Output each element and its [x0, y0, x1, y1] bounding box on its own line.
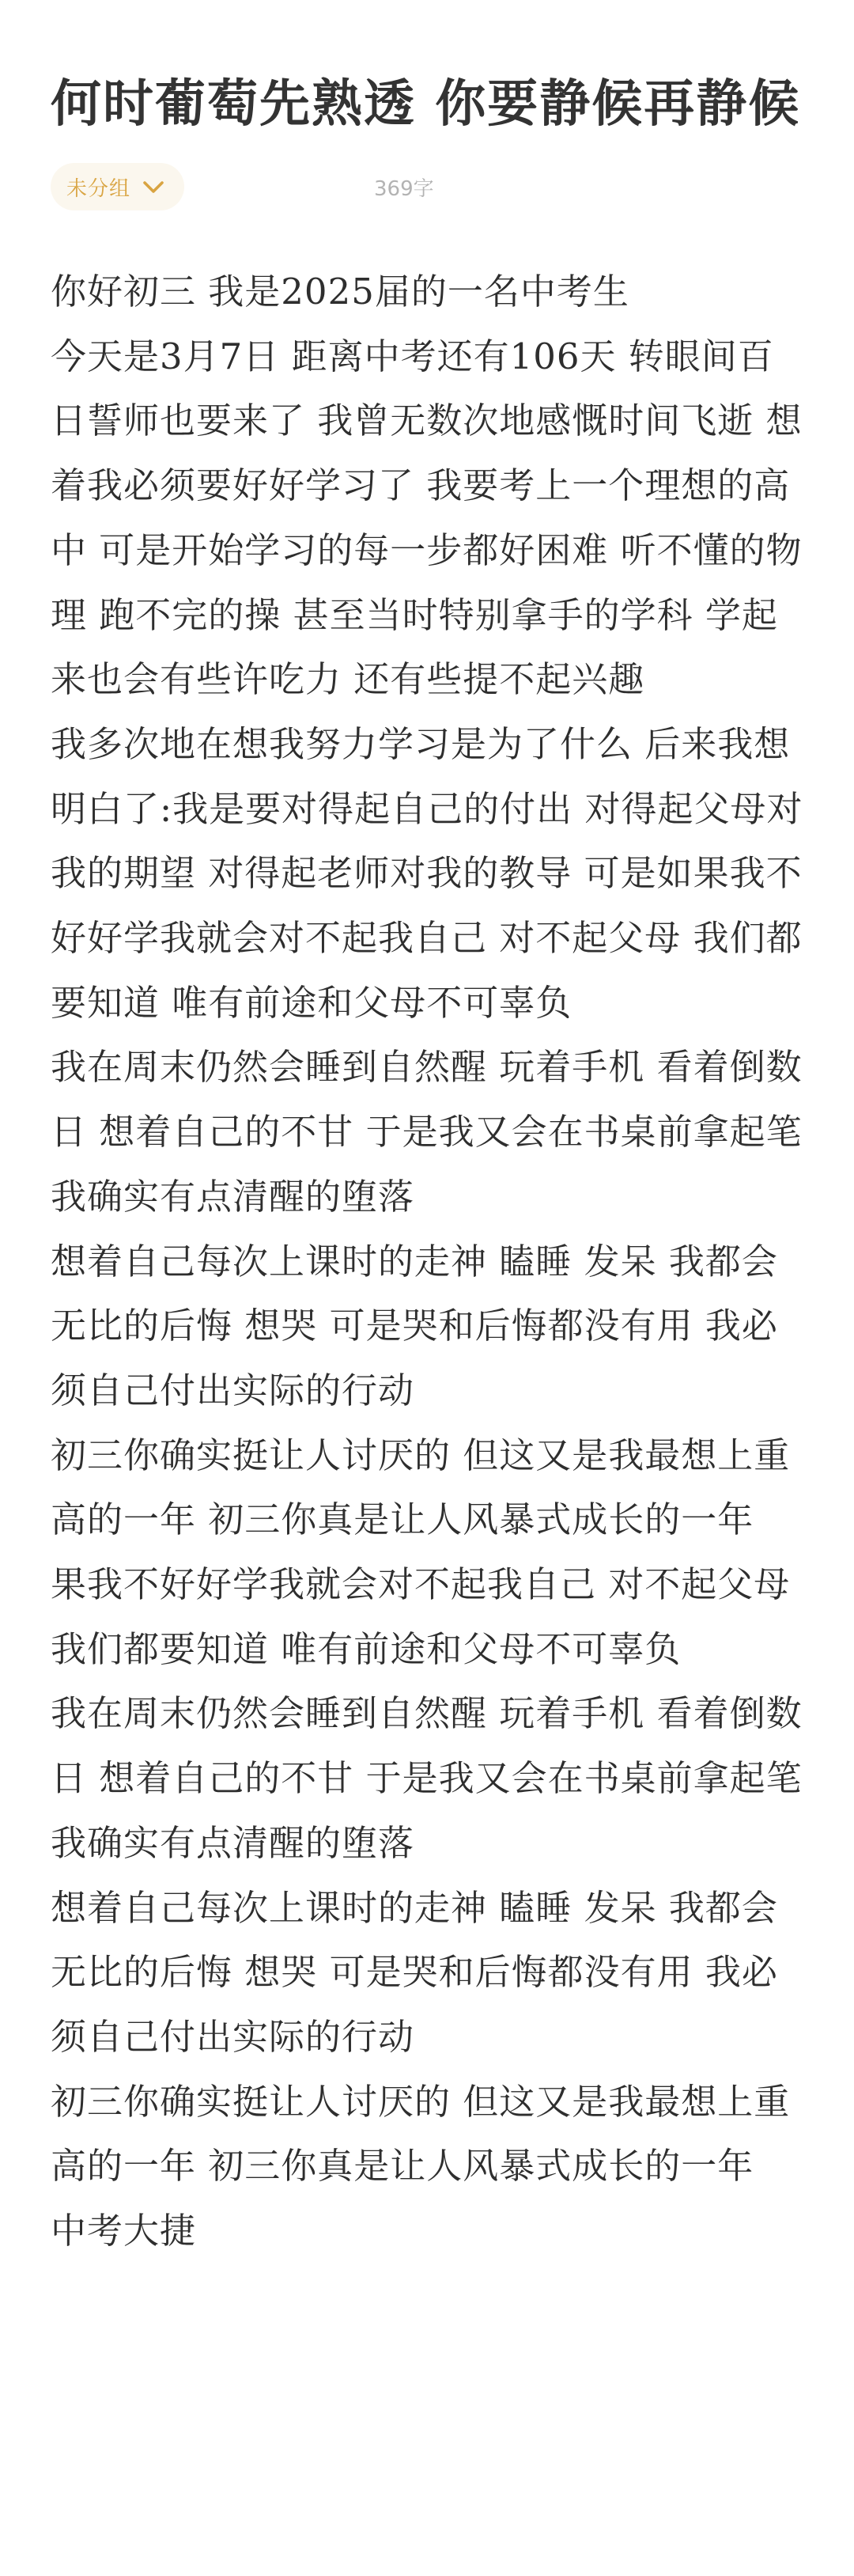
body-paragraph: 我在周末仍然会睡到自然醒 玩着手机 看着倒数日 想着自己的不甘 于是我又会在书桌前拿起笔 我确实有点清醒的堕落: [51, 1046, 803, 1218]
body-paragraph: 初三你确实挺让人讨厌的 但这又是我最想上重高的一年 初三你真是让人风暴式成长的一年: [51, 1434, 791, 1541]
body-paragraph: 初三你确实挺让人讨厌的 但这又是我最想上重高的一年 初三你真是让人风暴式成长的一年: [51, 2080, 791, 2188]
body-paragraph: 果我不好好学我就会对不起我自己 对不起父母 我们都要知道 唯有前途和父母不可辜负: [51, 1563, 791, 1670]
group-selector-button[interactable]: [51, 163, 184, 210]
word-count: 369字: [374, 176, 434, 201]
body-paragraph: 想着自己每次上课时的走神 瞌睡 发呆 我都会无比的后悔 想哭 可是哭和后悔都没有用 我必须自己付出实际的行动: [51, 1886, 778, 2058]
group-label: 未分组: [66, 176, 131, 201]
body-paragraph: 我多次地在想我努力学习是为了什么 后来我想明白了:我是要对得起自己的付出 对得起父母对我的期望 对得起老师对我的教导 可是如果我不好好学我就会对不起我自己 对不起父母 我们都要知道 唯有前途和父母不可辜负: [51, 722, 803, 1024]
body-paragraph: 想着自己每次上课时的走神 瞌睡 发呆 我都会无比的后悔 想哭 可是哭和后悔都没有用 我必须自己付出实际的行动: [51, 1240, 778, 1411]
note-meta-row: [51, 163, 803, 210]
body-paragraph: 我在周末仍然会睡到自然醒 玩着手机 看着倒数日 想着自己的不甘 于是我又会在书桌前拿起笔 我确实有点清醒的堕落: [51, 1692, 803, 1864]
note-body[interactable]: [51, 259, 803, 2263]
body-paragraph: 你好初三 我是2025届的一名中考生: [51, 271, 629, 313]
note-title[interactable]: 何时葡萄先熟透 你要静候再静候: [51, 75, 801, 134]
body-paragraph: 中考大捷: [51, 2210, 197, 2252]
body-paragraph: 今天是3月7日 距离中考还有106天 转眼间百日誓师也要来了 我曾无数次地感慨时间飞逝 想着我必须要好好学习了 我要考上一个理想的高中 可是开始学习的每一步都好困难 听不懂的物理 跑不完的操 甚至当时特别拿手的学科 学起来也会有些许吃力 还有些提不起兴趣: [51, 335, 803, 701]
chevron-down-icon: [140, 177, 167, 196]
